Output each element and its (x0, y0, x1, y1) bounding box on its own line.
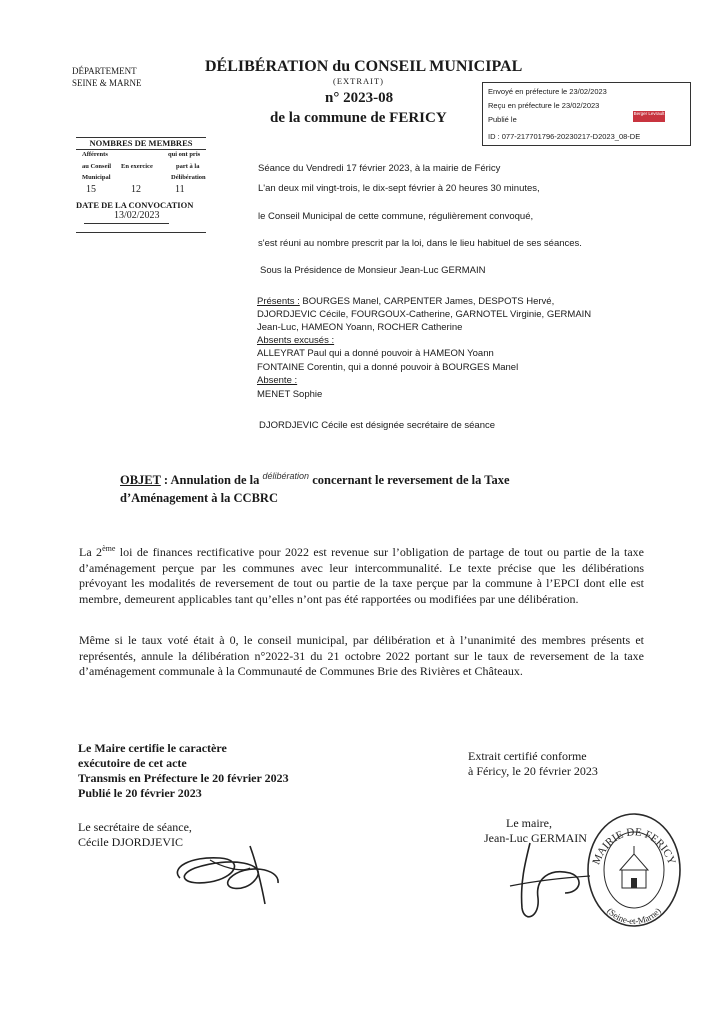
secretaire-title: Le secrétaire de séance, (78, 820, 192, 834)
cert-line-1: Le Maire certifie le caractère (78, 741, 227, 755)
members-values (76, 184, 206, 198)
svg-text:(Seine-et-Marne) (605, 906, 663, 926)
stamp-received: Reçu en préfecture le 23/02/2023 (488, 101, 600, 110)
secretaire-name: Cécile DJORDJEVIC (78, 835, 183, 849)
absente-label: Absente : (257, 375, 298, 386)
extrait-conforme (468, 749, 598, 779)
presents-line-3: Jean-Luc, HAMEON Yoann, ROCHER Catherine (257, 322, 463, 333)
objet-label: OBJET (120, 473, 161, 487)
deliberation-number: n° 2023-08 (325, 90, 394, 106)
extrait-label: (EXTRAIT) (333, 76, 385, 86)
commune-name: de la commune de FERICY (270, 110, 447, 126)
department-name: SEINE & MARNE (72, 78, 142, 88)
members-box (76, 137, 206, 233)
objet-block (120, 472, 600, 507)
objet-handwritten-word: délibération (262, 471, 310, 481)
secretaire-signature (150, 838, 320, 908)
stamp-published: Publié le (488, 115, 517, 124)
presents-names-1: BOURGES Manel, CARPENTER James, DESPOTS Hervé, (299, 296, 555, 307)
cert-line-3: Transmis en Préfecture le 20 février 2023 (78, 771, 289, 785)
seal-top-text: MAIRIE DE FERICY (590, 826, 678, 867)
stamp-id: ID : 077-217701796-20230217-D2023_08-DE (488, 132, 641, 141)
department-block (72, 65, 142, 89)
col-deliberation-label: Délibération (171, 174, 206, 181)
cert-line-4: Publié le 20 février 2023 (78, 786, 202, 800)
en-exercice-value: 12 (131, 184, 141, 195)
body-paragraph-2: Même si le taux voté était à 0, le conseil municipal, par délibération et à l’unanimité des membres présents et représentés, annule la délibération n°2022-31 du 21 octobre 2022 portant sur le taux de reversement de la taxe d’aménagement communale à la Communauté de Communes Brie des Rivières et Châteaux. (79, 633, 644, 679)
objet-text-b: concernant le reversement de la Taxe (309, 473, 510, 487)
members-title: NOMBRES DE MEMBRES (76, 137, 206, 150)
stamp-sent: Envoyé en préfecture le 23/02/2023 (488, 87, 607, 96)
objet-line-1 (120, 472, 600, 490)
berger-levrault-logo: Berger Levrault (633, 111, 665, 122)
convocation-label: DATE DE LA CONVOCATION (76, 200, 194, 210)
presents-line-2: DJORDJEVIC Cécile, FOURGOUX-Catherine, GARNOTEL Virginie, GERMAIN (257, 309, 592, 320)
seance-line-4: s'est réuni au nombre prescrit par la loi, dans le lieu habituel de ses séances. (258, 238, 582, 249)
excuse-1: ALLEYRAT Paul qui a donné pouvoir à HAMEON Yoann (257, 348, 494, 359)
cert-line-2: exécutoire de cet acte (78, 756, 187, 770)
maire-name: Jean-Luc GERMAIN (484, 831, 587, 845)
col-part-label: part à la (176, 163, 200, 170)
presents-label: Présents : (257, 296, 300, 307)
convocation-date: 13/02/2023 (114, 210, 160, 221)
maire-certification (78, 741, 289, 801)
prefecture-stamp (482, 82, 691, 146)
objet-text-a: : Annulation de la (160, 473, 263, 487)
members-header-row1 (76, 150, 206, 160)
excuse-2: FONTAINE Corentin, qui a donné pouvoir à BOURGES Manel (257, 362, 519, 373)
seance-line-2: L'an deux mil vingt-trois, le dix-sept février à 20 heures 30 minutes, (258, 183, 540, 194)
col-afferents-label: Afférents (82, 151, 108, 158)
col-municipal-label: Municipal (82, 174, 111, 181)
afferents-value: 15 (86, 184, 96, 195)
absents-excuses-label: Absents excusés : (257, 335, 335, 346)
department-label: DÉPARTEMENT (72, 66, 137, 76)
maire-title: Le maire, (506, 816, 552, 830)
mairie-seal (584, 808, 684, 928)
col-conseil-label: au Conseil (82, 163, 112, 170)
pris-part-value: 11 (175, 184, 185, 195)
presidence-line: Sous la Présidence de Monsieur Jean-Luc GERMAIN (260, 265, 486, 276)
convocation-date-row (76, 210, 206, 224)
seance-line-1: Séance du Vendredi 17 février 2023, à la mairie de Féricy (258, 163, 501, 174)
col-exercice-label: En exercice (121, 163, 153, 170)
absente-1: MENET Sophie (257, 389, 323, 400)
secretaire-designation: DJORDJEVIC Cécile est désignée secrétaire de séance (259, 420, 496, 431)
extrait-line-1: Extrait certifié conforme (468, 749, 587, 763)
objet-line-2: d’Aménagement à la CCBRC (120, 491, 278, 505)
document-title: DÉLIBÉRATION du CONSEIL MUNICIPAL (205, 58, 523, 75)
col-pris-part-label: qui ont pris (168, 151, 201, 158)
seance-line-3: le Conseil Municipal de cette commune, régulièrement convoqué, (258, 211, 534, 222)
body-paragraph-1: La 2ème loi de finances rectificative pour 2022 est revenue sur l’obligation de partage de tout ou partie de la taxe d’aménagement perçue par les communes avec leur intercommunalité. Le texte précise que les délibérations prévoyant les modalités de reversement de tout ou partie de la taxe perçue par la commune à l’EPCI dont elle est membre, demeurent applicables tant qu’elles n’ont pas été rapportées ou modifiées par une délibération. (79, 544, 644, 606)
extrait-line-2: à Féricy, le 20 février 2023 (468, 764, 598, 778)
presents-line-1 (257, 296, 554, 308)
members-header-row2 (76, 160, 206, 170)
seal-bottom-text: (Seine-et-Marne) (605, 905, 663, 927)
members-header-row3 (76, 170, 206, 180)
